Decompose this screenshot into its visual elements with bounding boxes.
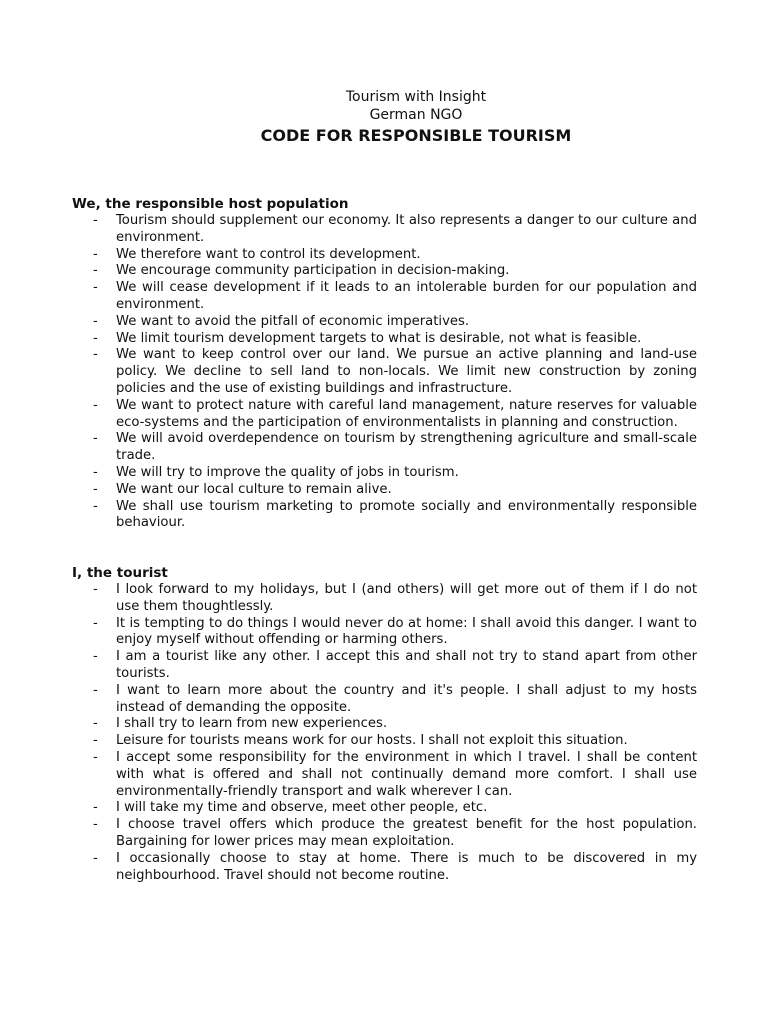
bullet-dash: -	[93, 733, 98, 749]
bullet-dash: -	[93, 498, 98, 514]
list-item	[72, 482, 697, 499]
bullet-dash: -	[93, 313, 98, 329]
document-header	[0, 88, 768, 147]
list-item-text: It is tempting to do things I would never do at home: I shall avoid this danger. I want to enjoy myself without offending or harming others.	[116, 615, 697, 648]
list-item-text: We will avoid overdependence on tourism by strengthening agriculture and small-scale trade.	[116, 431, 697, 464]
list-item	[72, 817, 697, 851]
list-item	[72, 347, 697, 397]
section-tourist	[72, 565, 697, 884]
list-item-text: I will take my time and observe, meet other people, etc.	[116, 800, 488, 816]
bullet-dash: -	[93, 817, 98, 833]
list-item-text: We want to keep control over our land. We pursue an active planning and land-use policy. We decline to sell land to non-locals. We limit new construction by zoning policies and the use of existing buildings and infrastructure.	[116, 347, 697, 396]
list-item	[72, 649, 697, 683]
document-title: CODE FOR RESPONSIBLE TOURISM	[260, 126, 572, 145]
list-item-text: We will cease development if it leads to an intolerable burden for our population and environment.	[116, 280, 697, 312]
host-list	[72, 213, 697, 532]
list-item	[72, 280, 697, 314]
list-item	[72, 800, 697, 817]
list-item-text: We will try to improve the quality of jobs in tourism.	[116, 464, 459, 480]
list-item-text: I occasionally choose to stay at home. There is much to be discovered in my neighbourhood. Travel should not become routine.	[116, 850, 697, 883]
bullet-dash: -	[93, 716, 98, 732]
list-item-text: I am a tourist like any other. I accept this and shall not try to stand apart from other tourists.	[116, 649, 697, 681]
list-item-text: We encourage community participation in decision-making.	[116, 263, 510, 279]
list-item-text: I look forward to my holidays, but I (and others) will get more out of them if I do not use them thoughtlessly.	[116, 582, 697, 614]
bullet-dash: -	[93, 582, 98, 597]
list-item	[72, 465, 697, 482]
bullet-dash: -	[93, 213, 98, 228]
bullet-dash: -	[93, 246, 98, 262]
list-item	[72, 213, 697, 247]
organization-type: German NGO	[369, 107, 463, 123]
list-item	[72, 499, 697, 533]
list-item	[72, 716, 697, 733]
list-item-text: I choose travel offers which produce the greatest benefit for the host population. Bargaining for lower prices may mean exploitation.	[116, 817, 697, 849]
list-item	[72, 431, 697, 465]
list-item	[72, 247, 697, 264]
bullet-dash: -	[93, 397, 98, 413]
list-item-text: We limit tourism development targets to what is desirable, not what is feasible.	[116, 330, 642, 346]
bullet-dash: -	[93, 330, 98, 346]
bullet-dash: -	[93, 749, 98, 765]
section-host-population	[72, 196, 697, 532]
list-item-text: We therefore want to control its development.	[116, 246, 421, 262]
bullet-dash: -	[93, 800, 98, 816]
bullet-dash: -	[93, 481, 98, 497]
list-item	[72, 314, 697, 331]
bullet-dash: -	[93, 615, 98, 631]
bullet-dash: -	[93, 649, 98, 665]
bullet-dash: -	[93, 431, 98, 447]
section-heading: We, the responsible host population	[72, 196, 349, 212]
list-item-text: I accept some responsibility for the environment in which I travel. I shall be content with what is offered and shall not continually demand more comfort. I shall use environmentally-friendly transport and walk wherever I can.	[116, 749, 697, 799]
bullet-dash: -	[93, 682, 98, 698]
bullet-dash: -	[93, 263, 98, 279]
list-item	[72, 733, 697, 750]
list-item	[72, 750, 697, 800]
list-item	[72, 616, 697, 650]
list-item	[72, 331, 697, 348]
list-item-text: We shall use tourism marketing to promote socially and environmentally responsible behaviour.	[116, 498, 697, 531]
list-item	[72, 263, 697, 280]
bullet-dash: -	[93, 347, 98, 363]
list-item-text: We want to protect nature with careful land management, nature reserves for valuable eco-systems and the participation of environmentalists in planning and construction.	[116, 397, 697, 430]
list-item-text: We want our local culture to remain alive.	[116, 481, 392, 497]
list-item	[72, 851, 697, 885]
list-item-text: I want to learn more about the country and it's people. I shall adjust to my hosts instead of demanding the opposite.	[116, 682, 697, 715]
list-item-text: We want to avoid the pitfall of economic imperatives.	[116, 313, 470, 329]
tourist-list	[72, 582, 697, 884]
list-item-text: Tourism should supplement our economy. It also represents a danger to our culture and environment.	[116, 213, 697, 245]
bullet-dash: -	[93, 850, 98, 866]
bullet-dash: -	[93, 280, 98, 296]
list-item	[72, 398, 697, 432]
bullet-dash: -	[93, 464, 98, 480]
section-heading: I, the tourist	[72, 565, 168, 581]
organization-name: Tourism with Insight	[345, 89, 487, 105]
list-item	[72, 683, 697, 717]
list-item-text: I shall try to learn from new experiences.	[116, 716, 388, 732]
list-item-text: Leisure for tourists means work for our hosts. I shall not exploit this situation.	[116, 733, 628, 749]
list-item	[72, 582, 697, 616]
